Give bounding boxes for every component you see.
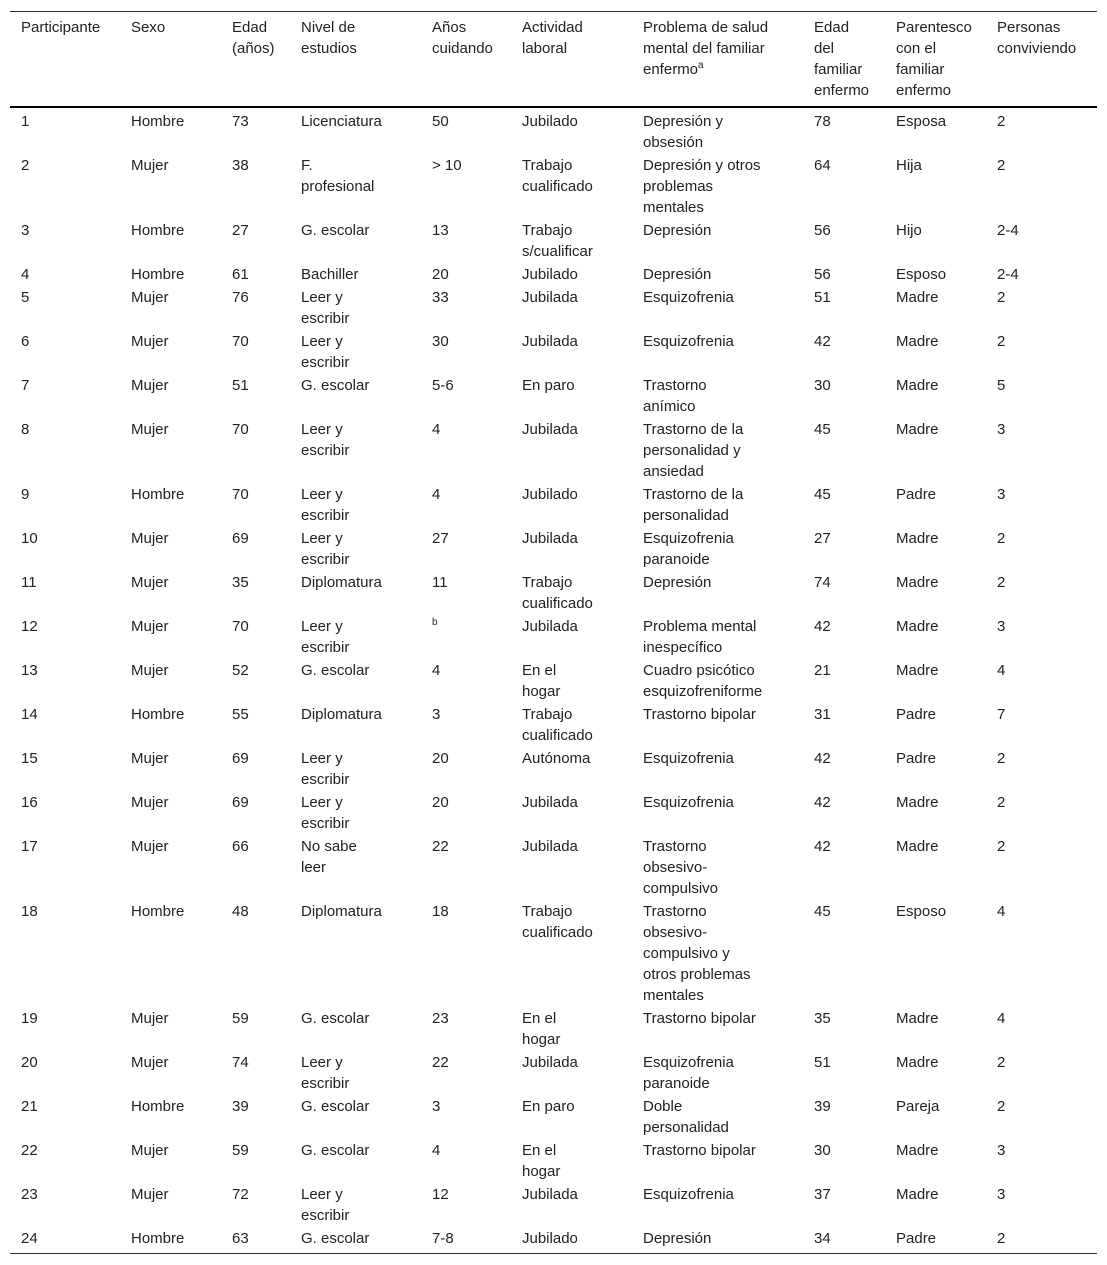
table-row	[10, 659, 1097, 703]
cell-personas-conviviendo: 3	[997, 1186, 1006, 1203]
cell-edad: 70	[232, 333, 249, 350]
cell-participante: 2	[21, 157, 30, 174]
column-header-label: Nivel de estudios	[301, 19, 357, 57]
cell-participante: 20	[21, 1054, 38, 1071]
cell-actividad-laboral: Jubilado	[522, 486, 578, 503]
cell-anos-cuidando: 27	[432, 530, 449, 547]
cell-parentesco: Madre	[896, 662, 939, 679]
cell-nivel-estudios: G. escolar	[301, 377, 370, 394]
cell-edad: 69	[232, 794, 249, 811]
cell-nivel-estudios: Diplomatura	[301, 574, 382, 591]
cell-edad-familiar: 35	[814, 1010, 831, 1027]
cell-edad-familiar: 42	[814, 618, 831, 635]
cell-edad: 27	[232, 222, 249, 239]
cell-problema-salud: Trastorno bipolar	[643, 1142, 756, 1159]
cell-sexo: Mujer	[131, 157, 169, 174]
cell-edad: 69	[232, 750, 249, 767]
cell-participante: 3	[21, 222, 30, 239]
cell-parentesco: Padre	[896, 750, 937, 767]
cell-sexo: Mujer	[131, 838, 169, 855]
column-header-edad-familiar	[803, 12, 885, 108]
cell-problema-salud: Esquizofrenia	[643, 289, 734, 306]
cell-nivel-estudios: Leer y escribir	[301, 289, 350, 327]
cell-sexo: Mujer	[131, 1010, 169, 1027]
column-header-participante	[10, 12, 120, 108]
cell-anos-cuidando: 50	[432, 113, 449, 130]
table-row	[10, 1227, 1097, 1254]
cell-participante: 11	[21, 574, 37, 591]
table-row	[10, 330, 1097, 374]
cell-personas-conviviendo: 3	[997, 486, 1006, 503]
cell-edad-familiar: 42	[814, 838, 831, 855]
cell-actividad-laboral: Jubilada	[522, 421, 578, 438]
cell-anos-cuidando: 12	[432, 1186, 449, 1203]
cell-problema-salud: Trastorno de la personalidad	[643, 486, 744, 524]
cell-participante: 22	[21, 1142, 38, 1159]
cell-parentesco: Esposo	[896, 266, 947, 283]
cell-anos-cuidando: 3	[432, 706, 441, 723]
cell-actividad-laboral: Trabajo s/cualificar	[522, 222, 593, 260]
participants-table	[10, 11, 1097, 1254]
cell-problema-salud: Esquizofrenia paranoide	[643, 1054, 734, 1092]
table-header	[10, 12, 1097, 108]
cell-sexo: Mujer	[131, 662, 169, 679]
cell-personas-conviviendo: 2	[997, 1098, 1006, 1115]
cell-edad: 39	[232, 1098, 249, 1115]
cell-participante: 1	[21, 113, 30, 130]
cell-anos-cuidando: 4	[432, 486, 441, 503]
cell-participante: 9	[21, 486, 30, 503]
cell-edad: 69	[232, 530, 249, 547]
cell-actividad-laboral: En el hogar	[522, 1010, 561, 1048]
column-header-label: Problema de salud mental del familiar enfermo	[643, 19, 769, 78]
cell-problema-salud: Esquizofrenia	[643, 1186, 734, 1203]
cell-parentesco: Pareja	[896, 1098, 940, 1115]
column-header-sexo	[120, 12, 221, 108]
cell-personas-conviviendo: 4	[997, 1010, 1006, 1027]
cell-parentesco: Madre	[896, 794, 939, 811]
column-header-label: Personas conviviendo	[997, 19, 1077, 57]
cell-sexo: Hombre	[120, 1227, 221, 1254]
table-row	[10, 791, 1097, 835]
table-row	[10, 1051, 1097, 1095]
cell-problema-salud: Depresión	[632, 1227, 803, 1254]
cell-participante: 13	[21, 662, 38, 679]
cell-anos-cuidando: 23	[432, 1010, 449, 1027]
column-header-edad	[221, 12, 290, 108]
cell-parentesco: Madre	[896, 1010, 939, 1027]
cell-anos-cuidando: 3	[432, 1098, 441, 1115]
cell-personas-conviviendo: 5	[997, 377, 1006, 394]
column-header-problema-salud	[632, 12, 803, 108]
cell-actividad-laboral: Jubilado	[522, 266, 578, 283]
column-header-personas-conviviendo	[986, 12, 1097, 108]
cell-personas-conviviendo: 2	[997, 289, 1006, 306]
cell-parentesco: Madre	[896, 333, 939, 350]
cell-actividad-laboral: Jubilada	[522, 1186, 578, 1203]
cell-actividad-laboral: Jubilada	[522, 289, 578, 306]
cell-actividad-laboral: Trabajo cualificado	[522, 157, 593, 195]
cell-problema-salud: Esquizofrenia paranoide	[643, 530, 734, 568]
cell-actividad-laboral: Jubilada	[522, 794, 578, 811]
cell-edad: 52	[232, 662, 249, 679]
cell-nivel-estudios: F. profesional	[301, 157, 375, 195]
cell-parentesco: Padre	[885, 1227, 986, 1254]
cell-problema-salud: Depresión	[643, 266, 712, 283]
cell-edad-familiar: 78	[814, 113, 831, 130]
cell-personas-conviviendo: 2	[997, 333, 1006, 350]
table-row	[10, 527, 1097, 571]
cell-nivel-estudios: Leer y escribir	[301, 1054, 350, 1092]
cell-participante: 12	[21, 618, 38, 635]
cell-nivel-estudios: Leer y escribir	[301, 1186, 350, 1224]
cell-edad-familiar: 21	[814, 662, 831, 679]
cell-problema-salud: Trastorno obsesivo- compulsivo y otros problemas mentales	[643, 903, 751, 1004]
cell-parentesco: Esposa	[896, 113, 947, 130]
cell-problema-salud: Trastorno obsesivo- compulsivo	[643, 838, 719, 897]
cell-problema-salud: Depresión y obsesión	[643, 113, 724, 151]
cell-parentesco: Madre	[896, 289, 939, 306]
cell-nivel-estudios: Leer y escribir	[301, 794, 350, 832]
cell-participante: 6	[21, 333, 30, 350]
cell-edad-familiar: 51	[814, 1054, 831, 1071]
cell-parentesco: Madre	[896, 377, 939, 394]
table-row	[10, 154, 1097, 219]
cell-sexo: Mujer	[131, 1054, 169, 1071]
cell-actividad-laboral: Jubilada	[522, 530, 578, 547]
cell-edad: 70	[232, 421, 249, 438]
column-header-actividad-laboral	[511, 12, 632, 108]
cell-personas-conviviendo: 2-4	[997, 266, 1019, 283]
table-row	[10, 418, 1097, 483]
cell-sexo: Hombre	[131, 266, 185, 283]
column-header-nivel-estudios	[290, 12, 421, 108]
cell-edad: 61	[232, 266, 249, 283]
cell-parentesco: Madre	[896, 1142, 939, 1159]
table-row	[10, 747, 1097, 791]
table-row	[10, 1095, 1097, 1139]
cell-actividad-laboral: En paro	[522, 377, 575, 394]
cell-sexo: Mujer	[131, 574, 169, 591]
cell-nivel-estudios: Leer y escribir	[301, 750, 350, 788]
cell-edad: 73	[232, 113, 249, 130]
cell-anos-cuidando: 22	[432, 838, 449, 855]
cell-nivel-estudios: Leer y escribir	[301, 530, 350, 568]
cell-sexo: Mujer	[131, 750, 169, 767]
column-header-label: Edad del familiar enfermo	[814, 19, 870, 99]
cell-participante: 21	[21, 1098, 38, 1115]
cell-participante: 10	[21, 530, 38, 547]
cell-nivel-estudios: Diplomatura	[301, 706, 382, 723]
cell-personas-conviviendo: 3	[997, 1142, 1006, 1159]
cell-sexo: Mujer	[131, 333, 169, 350]
column-header-anos-cuidando	[421, 12, 511, 108]
column-header-label: Edad (años)	[232, 19, 275, 57]
cell-edad-familiar: 42	[814, 333, 831, 350]
cell-edad-familiar: 39	[814, 1098, 831, 1115]
table-row	[10, 107, 1097, 154]
cell-edad: 76	[232, 289, 249, 306]
cell-participante: 14	[21, 706, 38, 723]
column-header-label: Años cuidando	[432, 19, 493, 57]
cell-sexo: Hombre	[131, 1098, 185, 1115]
cell-parentesco: Madre	[896, 838, 939, 855]
cell-personas-conviviendo: 4	[997, 662, 1006, 679]
cell-personas-conviviendo: 2	[997, 750, 1006, 767]
cell-personas-conviviendo: 2	[997, 530, 1006, 547]
cell-anos-cuidando: 30	[432, 333, 449, 350]
column-header-label: Actividad laboral	[522, 19, 583, 57]
cell-problema-salud: Esquizofrenia	[643, 794, 734, 811]
cell-edad: 35	[232, 574, 249, 591]
cell-anos-cuidando: 18	[432, 903, 449, 920]
column-header-label: Sexo	[131, 19, 166, 36]
cell-edad-familiar: 42	[814, 750, 831, 767]
cell-personas-conviviendo: 2	[997, 113, 1006, 130]
footnote-marker: b	[432, 617, 438, 628]
cell-nivel-estudios: G. escolar	[301, 1098, 370, 1115]
cell-sexo: Mujer	[131, 421, 169, 438]
cell-edad: 63	[221, 1227, 290, 1254]
cell-parentesco: Madre	[896, 574, 939, 591]
cell-parentesco: Padre	[896, 706, 937, 723]
table-row	[10, 703, 1097, 747]
cell-personas-conviviendo: 7	[997, 706, 1006, 723]
cell-participante: 4	[21, 266, 30, 283]
cell-edad-familiar: 30	[814, 377, 831, 394]
cell-edad-familiar: 74	[814, 574, 831, 591]
cell-edad-familiar: 51	[814, 289, 831, 306]
cell-edad: 70	[232, 486, 249, 503]
cell-anos-cuidando: 33	[432, 289, 449, 306]
cell-nivel-estudios: G. escolar	[301, 222, 370, 239]
cell-personas-conviviendo: 2	[986, 1227, 1097, 1254]
cell-nivel-estudios: Leer y escribir	[301, 333, 350, 371]
table-row	[10, 374, 1097, 418]
cell-parentesco: Padre	[896, 486, 937, 503]
cell-nivel-estudios: Licenciatura	[301, 113, 382, 130]
cell-edad-familiar: 27	[814, 530, 831, 547]
cell-sexo: Hombre	[131, 706, 185, 723]
cell-edad: 38	[232, 157, 249, 174]
table-row	[10, 900, 1097, 1007]
column-header-parentesco	[885, 12, 986, 108]
footnote-marker: a	[698, 60, 704, 71]
table-body	[10, 107, 1097, 1254]
cell-sexo: Mujer	[131, 618, 169, 635]
cell-problema-salud: Trastorno bipolar	[643, 1010, 756, 1027]
cell-nivel-estudios: G. escolar	[301, 662, 370, 679]
cell-participante: 23	[21, 1186, 38, 1203]
table-row	[10, 835, 1097, 900]
cell-problema-salud: Trastorno bipolar	[643, 706, 756, 723]
cell-personas-conviviendo: 3	[997, 618, 1006, 635]
cell-actividad-laboral: Autónoma	[522, 750, 591, 767]
cell-edad-familiar: 64	[814, 157, 831, 174]
cell-sexo: Mujer	[131, 377, 169, 394]
cell-participante: 16	[21, 794, 38, 811]
cell-actividad-laboral: Jubilado	[511, 1227, 632, 1254]
cell-anos-cuidando: 5-6	[432, 377, 454, 394]
cell-parentesco: Madre	[896, 618, 939, 635]
cell-edad: 51	[232, 377, 249, 394]
cell-edad-familiar: 37	[814, 1186, 831, 1203]
cell-personas-conviviendo: 3	[997, 421, 1006, 438]
cell-actividad-laboral: Jubilada	[522, 333, 578, 350]
cell-edad-familiar: 31	[814, 706, 831, 723]
cell-problema-salud: Problema mental inespecífico	[643, 618, 757, 656]
cell-anos-cuidando: 20	[432, 794, 449, 811]
cell-actividad-laboral: En paro	[522, 1098, 575, 1115]
table-row	[10, 571, 1097, 615]
cell-nivel-estudios: G. escolar	[301, 1010, 370, 1027]
cell-problema-salud: Depresión	[643, 574, 712, 591]
table-row	[10, 483, 1097, 527]
cell-personas-conviviendo: 2-4	[997, 222, 1019, 239]
cell-nivel-estudios: G. escolar	[290, 1227, 421, 1254]
cell-participante: 5	[21, 289, 30, 306]
cell-anos-cuidando: 4	[432, 662, 441, 679]
cell-anos-cuidando: 4	[432, 421, 441, 438]
cell-edad: 70	[232, 618, 249, 635]
cell-edad: 48	[232, 903, 249, 920]
cell-problema-salud: Esquizofrenia	[643, 750, 734, 767]
cell-anos-cuidando: 13	[432, 222, 449, 239]
cell-edad: 72	[232, 1186, 249, 1203]
cell-personas-conviviendo: 4	[997, 903, 1006, 920]
cell-nivel-estudios: Leer y escribir	[301, 486, 350, 524]
cell-edad: 59	[232, 1010, 249, 1027]
cell-sexo: Hombre	[131, 486, 185, 503]
cell-actividad-laboral: En el hogar	[522, 662, 561, 700]
cell-sexo: Hombre	[131, 113, 185, 130]
cell-problema-salud: Doble personalidad	[643, 1098, 729, 1136]
table-row	[10, 1007, 1097, 1051]
cell-edad-familiar: 45	[814, 486, 831, 503]
cell-personas-conviviendo: 2	[997, 794, 1006, 811]
cell-edad: 59	[232, 1142, 249, 1159]
cell-sexo: Mujer	[131, 794, 169, 811]
cell-problema-salud: Trastorno de la personalidad y ansiedad	[643, 421, 744, 480]
cell-sexo: Hombre	[131, 903, 185, 920]
cell-nivel-estudios: Bachiller	[301, 266, 359, 283]
cell-parentesco: Esposo	[896, 903, 947, 920]
cell-personas-conviviendo: 2	[997, 574, 1006, 591]
table-row	[10, 286, 1097, 330]
cell-nivel-estudios: Leer y escribir	[301, 618, 350, 656]
cell-edad-familiar: 45	[814, 903, 831, 920]
cell-nivel-estudios: Diplomatura	[301, 903, 382, 920]
cell-edad-familiar: 34	[803, 1227, 885, 1254]
cell-participante: 24	[10, 1227, 120, 1254]
cell-parentesco: Hija	[896, 157, 922, 174]
cell-anos-cuidando: 4	[432, 1142, 441, 1159]
cell-anos-cuidando: 7-8	[421, 1227, 511, 1254]
cell-anos-cuidando: 20	[432, 266, 449, 283]
cell-sexo: Mujer	[131, 1186, 169, 1203]
cell-edad-familiar: 45	[814, 421, 831, 438]
cell-problema-salud: Trastorno anímico	[643, 377, 707, 415]
table-row	[10, 1139, 1097, 1183]
cell-anos-cuidando: > 10	[432, 157, 462, 174]
cell-participante: 17	[21, 838, 38, 855]
cell-problema-salud: Cuadro psicótico esquizofreniforme	[643, 662, 763, 700]
cell-problema-salud: Depresión y otros problemas mentales	[643, 157, 761, 216]
cell-personas-conviviendo: 2	[997, 1054, 1006, 1071]
cell-parentesco: Madre	[896, 1186, 939, 1203]
cell-nivel-estudios: G. escolar	[301, 1142, 370, 1159]
table-row	[10, 263, 1097, 286]
cell-edad: 74	[232, 1054, 249, 1071]
table-row	[10, 1183, 1097, 1227]
cell-parentesco: Madre	[896, 1054, 939, 1071]
table-row	[10, 615, 1097, 659]
cell-actividad-laboral: Jubilada	[522, 1054, 578, 1071]
cell-participante: 19	[21, 1010, 38, 1027]
cell-anos-cuidando	[421, 615, 511, 659]
cell-participante: 18	[21, 903, 38, 920]
cell-edad: 66	[232, 838, 249, 855]
cell-edad: 55	[232, 706, 249, 723]
cell-participante: 15	[21, 750, 38, 767]
cell-anos-cuidando: 11	[432, 574, 448, 591]
cell-sexo: Mujer	[131, 530, 169, 547]
cell-anos-cuidando: 22	[432, 1054, 449, 1071]
cell-nivel-estudios: Leer y escribir	[301, 421, 350, 459]
cell-actividad-laboral: Jubilada	[522, 838, 578, 855]
cell-anos-cuidando: 20	[432, 750, 449, 767]
cell-actividad-laboral: Jubilado	[522, 113, 578, 130]
cell-personas-conviviendo: 2	[997, 838, 1006, 855]
cell-personas-conviviendo: 2	[997, 157, 1006, 174]
cell-edad-familiar: 42	[814, 794, 831, 811]
cell-edad-familiar: 56	[814, 222, 831, 239]
cell-problema-salud: Depresión	[643, 222, 712, 239]
cell-sexo: Mujer	[131, 289, 169, 306]
cell-actividad-laboral: Trabajo cualificado	[522, 574, 593, 612]
cell-problema-salud: Esquizofrenia	[643, 333, 734, 350]
cell-parentesco: Hijo	[896, 222, 922, 239]
cell-sexo: Mujer	[131, 1142, 169, 1159]
cell-edad-familiar: 56	[814, 266, 831, 283]
column-header-label: Parentesco con el familiar enfermo	[896, 19, 972, 99]
cell-actividad-laboral: Trabajo cualificado	[522, 706, 593, 744]
cell-parentesco: Madre	[896, 421, 939, 438]
cell-edad-familiar: 30	[814, 1142, 831, 1159]
cell-participante: 8	[21, 421, 30, 438]
table-row	[10, 219, 1097, 263]
cell-actividad-laboral: En el hogar	[522, 1142, 561, 1180]
cell-participante: 7	[21, 377, 30, 394]
cell-actividad-laboral: Jubilada	[522, 618, 578, 635]
cell-nivel-estudios: No sabe leer	[301, 838, 357, 876]
column-header-label: Participante	[21, 19, 101, 36]
cell-sexo: Hombre	[131, 222, 185, 239]
cell-parentesco: Madre	[896, 530, 939, 547]
cell-actividad-laboral: Trabajo cualificado	[522, 903, 593, 941]
